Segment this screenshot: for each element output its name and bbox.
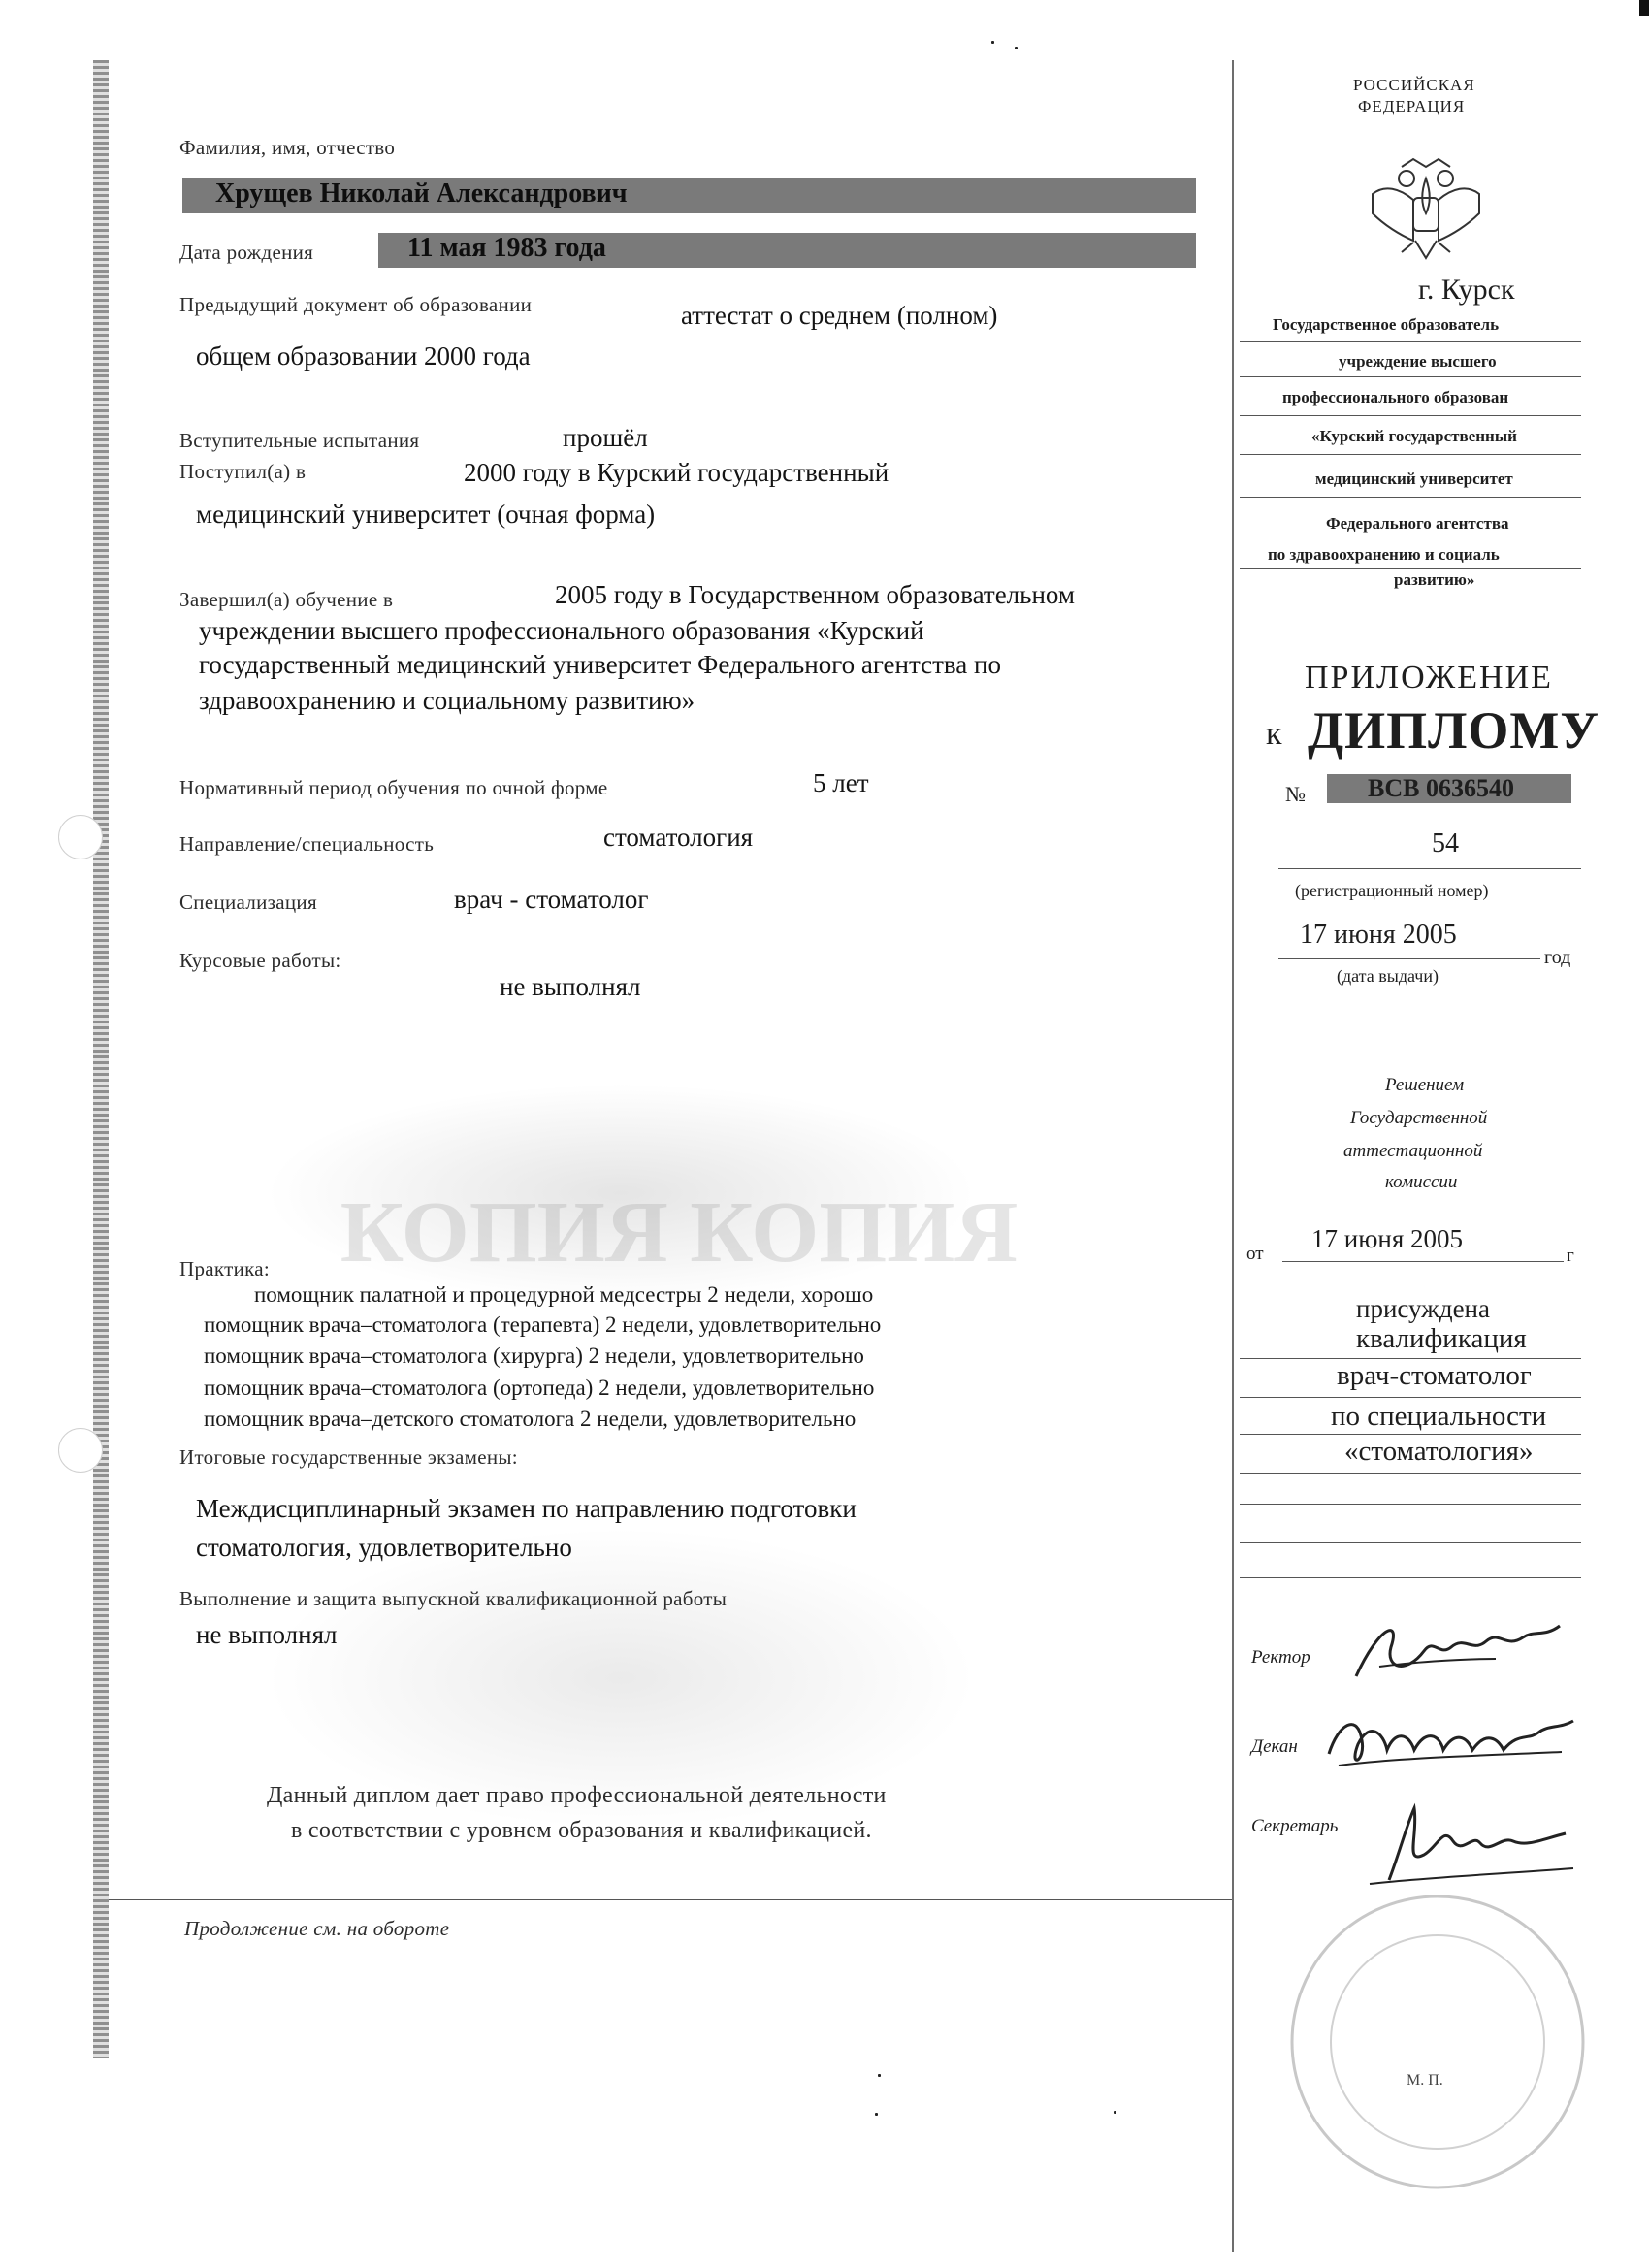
institution-rule <box>1240 376 1581 377</box>
institution-rule <box>1240 454 1581 455</box>
institution-line: Государственное образователь <box>1273 315 1500 334</box>
scan-corner-mark <box>1639 0 1649 16</box>
specialty-label: по специальности <box>1331 1401 1547 1432</box>
reg-number-caption: (регистрационный номер) <box>1295 881 1489 900</box>
supplement-k: к <box>1266 716 1282 752</box>
rights-line: в соответствии с уровнем образования и квалификацией. <box>291 1818 872 1843</box>
qualification-rule <box>1240 1358 1581 1359</box>
prev-doc-value: общем образовании 2000 года <box>196 341 531 371</box>
bottom-rule <box>109 1899 1234 1900</box>
practice-label: Практика: <box>179 1257 271 1280</box>
institution-line: «Курский государственный <box>1311 427 1517 445</box>
decision-date-rule <box>1282 1261 1564 1262</box>
supplement-title: ПРИЛОЖЕНИЕ <box>1305 660 1553 696</box>
qualification-value: врач-стоматолог <box>1337 1360 1532 1391</box>
rector-label: Ректор <box>1251 1647 1310 1668</box>
period-value: 5 лет <box>813 768 869 797</box>
institution-rule <box>1240 568 1581 569</box>
decision-date: 17 июня 2005 <box>1311 1224 1463 1253</box>
specialty-rule <box>1240 1473 1581 1474</box>
stamp-place: М. П. <box>1406 2072 1443 2089</box>
fio-value: Хрущев Николай Александрович <box>215 178 628 209</box>
dean-label: Декан <box>1251 1736 1298 1757</box>
thesis-value: не выполнял <box>196 1620 338 1649</box>
rector-signature-icon <box>1350 1608 1583 1696</box>
emblem-icon <box>1363 146 1489 272</box>
fio-label: Фамилия, имя, отчество <box>179 136 396 159</box>
scan-speck <box>991 41 994 44</box>
specialty-value: «стоматология» <box>1344 1436 1534 1467</box>
finished-value: 2005 году в Государственном образовательном <box>555 580 1075 609</box>
institution-rule <box>1240 341 1581 342</box>
specialization-value: врач - стоматолог <box>454 885 649 914</box>
decision-line: Государственной <box>1350 1108 1488 1128</box>
entrance-label: Вступительные испытания <box>179 429 420 452</box>
direction-value: стоматология <box>603 823 754 852</box>
scan-speck <box>875 2113 878 2116</box>
institution-line: профессионального образован <box>1282 388 1509 406</box>
reg-number: 54 <box>1432 828 1459 859</box>
institution-line: по здравоохранению и социаль <box>1268 545 1500 564</box>
institution-line: медицинский университет <box>1315 470 1513 488</box>
country-line: РОССИЙСКАЯ <box>1353 76 1475 94</box>
institution-line: учреждение высшего <box>1339 352 1497 371</box>
reg-number-rule <box>1278 868 1581 869</box>
punch-hole <box>58 1428 103 1473</box>
admitted-value: 2000 году в Курский государственный <box>464 458 889 487</box>
number-sign: № <box>1285 782 1306 806</box>
rights-line: Данный диплом дает право профессиональной деятельности <box>267 1783 887 1808</box>
seal-stamp-icon <box>1244 1872 1593 2202</box>
continuation-note: Продолжение см. на обороте <box>184 1917 450 1940</box>
decision-line: Решением <box>1385 1075 1465 1095</box>
number-value: ВСВ 0636540 <box>1368 774 1514 802</box>
watermark-text: КОПИЯ КОПИЯ <box>340 1184 1018 1280</box>
practice-item: помощник врача–детского стоматолога 2 недели, удовлетворительно <box>204 1407 857 1431</box>
blank-rule <box>1240 1542 1581 1543</box>
coursework-label: Курсовые работы: <box>179 949 341 972</box>
specialty-rule <box>1240 1434 1581 1435</box>
copy-watermark <box>340 1164 1018 1300</box>
final-exams-value: Междисциплинарный экзамен по направлению подготовки <box>196 1494 857 1523</box>
column-divider <box>1232 60 1234 2252</box>
birth-value: 11 мая 1983 года <box>407 233 606 263</box>
city: г. Курск <box>1418 274 1515 306</box>
institution-line: Федерального агентства <box>1326 514 1509 533</box>
scan-speck <box>1015 47 1018 49</box>
thesis-label: Выполнение и защита выпускной квалификационной работы <box>179 1587 728 1610</box>
coursework-value: не выполнял <box>500 972 641 1001</box>
country-line: ФЕДЕРАЦИЯ <box>1358 97 1466 115</box>
qualification-rule <box>1240 1397 1581 1398</box>
final-exams-label: Итоговые государственные экзамены: <box>179 1445 518 1469</box>
issue-date-rule <box>1278 958 1540 959</box>
admitted-value: медицинский университет (очная форма) <box>196 500 656 529</box>
decision-suffix: г <box>1567 1246 1574 1266</box>
practice-item: помощник врача–стоматолога (ортопеда) 2 недели, удовлетворительно <box>204 1376 875 1400</box>
practice-item: помощник врача–стоматолога (терапевта) 2 недели, удовлетворительно <box>204 1312 882 1337</box>
final-exams-value: стоматология, удовлетворительно <box>196 1533 572 1562</box>
institution-rule <box>1240 497 1581 498</box>
finished-value: учреждении высшего профессионального образования «Курский <box>199 616 924 645</box>
awarded: присуждена <box>1356 1294 1490 1323</box>
practice-item: помощник палатной и процедурной медсестры 2 недели, хорошо <box>254 1282 874 1307</box>
issue-date: 17 июня 2005 <box>1300 920 1457 950</box>
prev-doc-value: аттестат о среднем (полном) <box>681 301 998 330</box>
entrance-value: прошёл <box>563 423 648 452</box>
institution-rule <box>1240 415 1581 416</box>
admitted-label: Поступил(а) в <box>179 460 307 483</box>
scan-speck <box>878 2074 881 2077</box>
issue-date-caption: (дата выдачи) <box>1337 966 1439 986</box>
issue-date-suffix: год <box>1544 947 1571 968</box>
birth-label: Дата рождения <box>179 241 314 264</box>
direction-label: Направление/специальность <box>179 832 435 856</box>
binding-strip <box>93 60 109 2058</box>
decision-line: аттестационной <box>1343 1141 1483 1161</box>
decision-from: от <box>1246 1244 1264 1264</box>
secretary-label: Секретарь <box>1251 1816 1339 1836</box>
decision-line: комиссии <box>1385 1172 1458 1192</box>
scan-speck <box>1114 2111 1116 2114</box>
practice-item: помощник врача–стоматолога (хирурга) 2 недели, удовлетворительно <box>204 1344 864 1368</box>
qualification-label: квалификация <box>1356 1323 1527 1354</box>
blank-rule <box>1240 1577 1581 1578</box>
supplement-diploma: ДИПЛОМУ <box>1308 701 1600 760</box>
finished-label: Завершил(а) обучение в <box>179 588 394 611</box>
prev-doc-label: Предыдущий документ об образовании <box>179 293 533 316</box>
finished-value: здравоохранению и социальному развитию» <box>199 686 695 715</box>
specialization-label: Специализация <box>179 891 317 914</box>
finished-value: государственный медицинский университет Федерального агентства по <box>199 650 1001 679</box>
institution-line: развитию» <box>1394 570 1475 589</box>
blank-rule <box>1240 1504 1581 1505</box>
period-label: Нормативный период обучения по очной форме <box>179 776 608 799</box>
punch-hole <box>58 815 103 859</box>
dean-signature-icon <box>1319 1694 1583 1787</box>
